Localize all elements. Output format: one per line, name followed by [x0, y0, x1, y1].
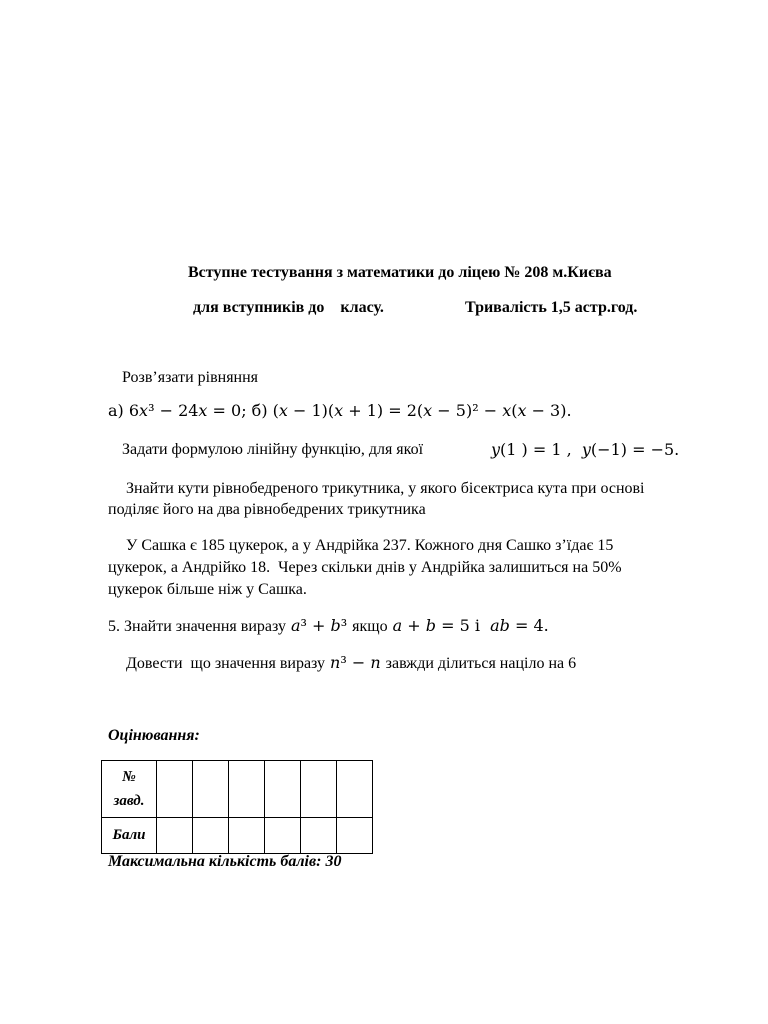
task-number-cell [337, 761, 373, 818]
task-2-text: Задати формулою лінійну функцію, для якої [122, 441, 424, 458]
task-4-line-2: цукерок, а Андрійко 18. Через скільки днів у Андрійка залишиться на 50% [108, 559, 622, 576]
task-5-prefix: 5. Знайти значення виразу [108, 618, 286, 635]
task-5-mid: якщо [352, 618, 388, 635]
task-4-line-3: цукерок більше ніж у Сашка. [108, 581, 307, 598]
grading-table [101, 760, 373, 854]
task-1-equations: а) 6𝑥³ − 24𝑥 = 0; б) (𝑥 − 1)(𝑥 + 1) = 2(𝑥 − 5)² − 𝑥(𝑥 − 3). [108, 401, 572, 420]
task-6-expression: 𝑛³ − 𝑛 [330, 653, 381, 672]
task-number-header-line-2: завд. [113, 793, 145, 809]
task-number-header-cell [102, 761, 157, 818]
task-number-cell [265, 761, 301, 818]
points-header-cell: Бали [102, 818, 157, 854]
points-cell [337, 818, 373, 854]
task-1-text: Розв’язати рівняння [122, 369, 259, 386]
points-cell [229, 818, 265, 854]
page-subtitle-audience: для вступників до класу. [193, 299, 384, 316]
task-number-cell [157, 761, 193, 818]
grading-heading: Оцінювання: [108, 727, 200, 744]
task-2-conditions: 𝑦(1 ) = 1 , 𝑦(−1) = −5. [491, 440, 680, 459]
task-number-header-line-1: № [122, 769, 136, 785]
task-number-cell [193, 761, 229, 818]
table-row-task-numbers [102, 761, 373, 818]
task-5-text [108, 615, 549, 638]
page-title: Вступне тестування з математики до ліцею № 208 м.Києва [188, 264, 612, 281]
table-row-points [102, 818, 373, 854]
task-3-line-2: поділяє його на два рівнобедрених трикутника [108, 501, 426, 518]
points-cell [265, 818, 301, 854]
points-cell [157, 818, 193, 854]
task-5-expression: 𝑎³ + 𝑏³ [290, 616, 348, 635]
max-points-note: Максимальна кількість балів: 30 [108, 853, 342, 870]
task-number-cell [301, 761, 337, 818]
task-number-cell [229, 761, 265, 818]
task-6-suffix: завжди ділиться націло на 6 [385, 655, 577, 672]
task-4-line-1: У Сашка є 185 цукерок, а у Андрійка 237. Кожного дня Сашко з’їдає 15 [126, 537, 614, 554]
task-3-line-1: Знайти кути рівнобедреного трикутника, у якого бісектриса кута при основі [126, 480, 645, 497]
task-6-text [126, 652, 576, 675]
points-cell [301, 818, 337, 854]
points-cell [193, 818, 229, 854]
task-6-prefix: Довести що значення виразу [126, 655, 326, 672]
page-subtitle-duration: Тривалість 1,5 астр.год. [465, 299, 638, 316]
task-5-condition: 𝑎 + 𝑏 = 5 і 𝑎𝑏 = 4. [392, 616, 549, 635]
